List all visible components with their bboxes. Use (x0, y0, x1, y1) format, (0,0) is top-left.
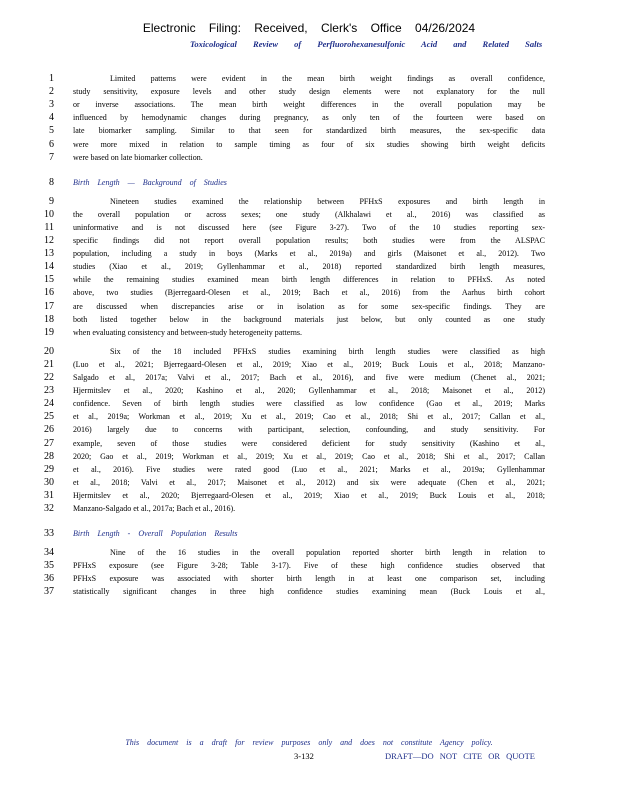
line-number: 34 (44, 547, 54, 559)
line-text: when evaluating consistency and between-study heterogeneity patterns. (73, 327, 303, 337)
line-number: 26 (44, 424, 54, 436)
text-line (0, 195, 618, 208)
text-line (0, 450, 618, 463)
page-number: 3-132 (294, 751, 314, 761)
section-heading-line (0, 176, 618, 189)
line-number: 16 (44, 287, 54, 299)
text-line (0, 358, 618, 371)
line-text: Limited patterns were evident in the mean birth weight findings as overall confidence, (110, 74, 545, 83)
line-number: 3 (49, 99, 54, 111)
line-number: 7 (49, 151, 54, 163)
text-line (0, 221, 618, 234)
line-number: 37 (44, 586, 54, 598)
line-number: 10 (44, 208, 54, 220)
line-text: 2020; Gao et al., 2019; Workman et al., 2019; Xu et al., 2019; Cao et al., 2018; Shi et al., 2017; Callan (73, 451, 545, 461)
text-line (0, 476, 618, 489)
line-number: 14 (44, 261, 54, 273)
text-line (0, 410, 618, 423)
line-text: (Luo et al., 2021; Bjerregaard-Olesen et al., 2019; Xiao et al., 2019; Buck Louis et al., 2018; Manzano- (73, 359, 545, 369)
line-text: statistically significant changes in three high confidence studies examining mean (Buck Louis et al., (73, 587, 545, 597)
text-line (0, 463, 618, 476)
line-text: or inverse associations. The mean birth weight differences in the overall population may be (73, 100, 545, 110)
text-line (0, 247, 618, 260)
line-text: Manzano-Salgado et al., 2017a; Bach et al., 2016). (73, 504, 236, 513)
line-number: 17 (44, 300, 54, 312)
line-text: et al., 2019a; Workman et al., 2019; Xu et al., 2019; Cao et al., 2018; Shi et al., 2017; Callan et al., (73, 412, 545, 422)
line-number: 23 (44, 385, 54, 397)
line-number: 4 (49, 112, 54, 124)
line-number: 22 (44, 372, 54, 383)
line-number: 21 (44, 358, 54, 370)
line-text: confidence. Seven of birth length studies were classified as low confidence (Gao et al., 2019; Marks (73, 399, 545, 409)
line-number: 11 (44, 221, 54, 233)
line-text: et al., 2016). Five studies were rated good (Luo et al., 2021; Marks et al., 2019a; Gyllenhammar (73, 464, 545, 474)
section-heading: Birth Length — Background of Studies (73, 177, 227, 187)
text-line (0, 234, 618, 247)
line-text: population, including a study in boys (Marks et al., 2019a) and girls (Maisonet et al., 2012). Two (73, 249, 545, 259)
document-running-title: Toxicological Review of Perfluorohexanesulfonic Acid and Related Salts (190, 39, 543, 49)
line-text: PFHxS exposure (see Figure 3-28; Table 3-17). Five of these high confidence studies observed that (73, 561, 545, 571)
text-line (0, 260, 618, 273)
line-text: above, two studies (Bjerregaard-Olesen et al., 2019; Bach et al., 2016) from the Aarhus birth cohort (73, 288, 545, 298)
text-line (0, 397, 618, 410)
line-text: were based on late biomarker collection. (73, 152, 203, 162)
text-line (0, 98, 618, 111)
line-text: studies (Xiao et al., 2019; Gyllenhammar et al., 2018) reported standardized birth length measures, (73, 262, 545, 272)
text-line (0, 300, 618, 313)
line-text: are discussed when discrepancies arise or in isolation as for some sex-specific findings. They are (73, 301, 545, 311)
line-number: 15 (44, 274, 54, 286)
line-number: 5 (49, 125, 54, 137)
line-text: Hjermitslev et al., 2020; Bjerregaard-Olesen et al., 2019; Xiao et al., 2019; Buck Louis et al., 2018; (73, 490, 545, 500)
text-line (0, 423, 618, 436)
line-text: the overall population or across sexes; one study (Alkhalawi et al., 2016) was classified as (73, 209, 545, 219)
line-text: study sensitivity, exposure levels and other study design elements were not explanatory for the null (73, 87, 545, 97)
filing-stamp: Electronic Filing: Received, Clerk's Office 04/26/2024 (142, 21, 476, 35)
line-number: 12 (44, 235, 54, 246)
line-number: 13 (44, 248, 54, 260)
section-heading: Birth Length - Overall Population Results (73, 529, 238, 539)
text-line (0, 502, 618, 515)
line-text: et al., 2018; Valvi et al., 2017; Maisonet et al., 2012) and six were adequate (Chen et al., 2021; (73, 477, 545, 487)
text-line (0, 313, 618, 326)
line-number: 29 (44, 463, 54, 475)
draft-notice: DRAFT—DO NOT CITE OR QUOTE (385, 751, 535, 761)
line-text: Salgado et al., 2017a; Valvi et al., 2017; Bach et al., 2016), and five were medium (Chenet al., 2021; (73, 373, 545, 382)
line-number: 27 (44, 437, 54, 449)
text-line (0, 151, 618, 164)
line-text: late biomarker sampling. Similar to that seen for standardized birth measures, the sex-specific data (73, 126, 545, 136)
line-text: Nineteen studies examined the relationship between PFHxS exposures and birth length in (110, 196, 545, 206)
line-text: 2016) largely due to concerns with participant, selection, confounding, and study sensitivity. For (73, 425, 545, 435)
line-text: specific findings did not report overall population results; both studies were from the ALSPAC (73, 236, 545, 245)
text-line (0, 345, 618, 358)
line-number: 1 (49, 73, 54, 84)
line-number: 20 (44, 345, 54, 357)
text-line (0, 273, 618, 286)
line-number: 18 (44, 313, 54, 325)
text-line (0, 371, 618, 384)
text-line (0, 572, 618, 585)
line-number: 33 (44, 528, 54, 540)
line-number: 19 (44, 326, 54, 338)
text-line (0, 286, 618, 299)
line-text: while the remaining studies examined mean birth length differences in relation to PFHxS. As noted (73, 275, 545, 285)
footer-disclaimer: This document is a draft for review purposes only and does not constitute Agency policy. (125, 738, 493, 747)
text-line (0, 124, 618, 137)
line-number: 32 (44, 503, 54, 514)
text-line (0, 85, 618, 98)
line-text: Six of the 18 included PFHxS studies examining birth length studies were classified as high (110, 346, 545, 356)
line-text: PFHxS exposure was associated with shorter birth length in at least one comparison set, including (73, 574, 545, 584)
text-line (0, 326, 618, 339)
line-number: 24 (44, 398, 54, 410)
line-text: both listed together below in the background materials just below, but only counted as one study (73, 314, 545, 324)
line-number: 35 (44, 560, 54, 572)
line-number: 8 (49, 176, 54, 188)
text-line (0, 138, 618, 151)
line-text: Hjermitslev et al., 2020; Kashino et al., 2020; Gyllenhammar et al., 2018; Maisonet et al., 2012) (73, 386, 545, 396)
line-number: 28 (44, 450, 54, 462)
text-line (0, 489, 618, 502)
line-number: 30 (44, 476, 54, 488)
line-number: 31 (44, 489, 54, 501)
text-line (0, 546, 618, 559)
line-text: influenced by hemodynamic changes during pregnancy, as only ten of the fourteen were based on (73, 113, 545, 123)
text-line (0, 111, 618, 124)
section-heading-line (0, 527, 618, 540)
line-text: Nine of the 16 studies in the overall population reported shorter birth length in relation to (110, 548, 545, 558)
line-text: example, seven of those studies were considered deficient for study sensitivity (Kashino et al., (73, 438, 545, 448)
line-number: 2 (49, 86, 54, 98)
text-line (0, 384, 618, 397)
text-line (0, 208, 618, 221)
text-line (0, 585, 618, 598)
text-line (0, 437, 618, 450)
text-line (0, 72, 618, 85)
line-text: were more mixed in relation to sample timing as four of six studies showing birth weight deficits (73, 139, 545, 149)
line-number: 9 (49, 195, 54, 207)
line-text: uninformative and is not discussed here (see Figure 3-27). Two of the 10 studies reporting sex- (73, 222, 545, 232)
line-number: 6 (49, 138, 54, 150)
text-line (0, 559, 618, 572)
line-number: 36 (44, 573, 54, 585)
line-number: 25 (44, 411, 54, 423)
